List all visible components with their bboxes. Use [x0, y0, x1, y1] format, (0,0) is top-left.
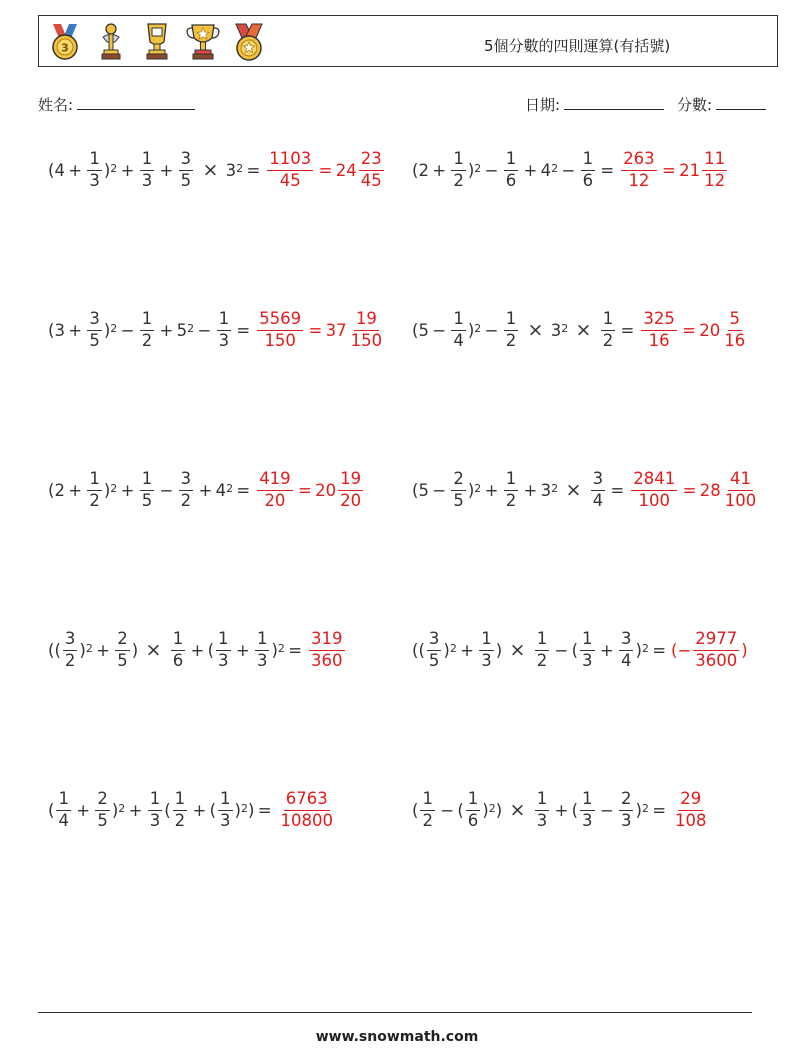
svg-text:3: 3	[61, 41, 69, 55]
fraction: $\frac{263}{12}$	[623, 149, 655, 190]
fraction: $\frac{2}{3}$	[620, 789, 632, 830]
problem-answer: $\frac{263}{12}$ = 21 $\frac{11}{12}$	[623, 149, 726, 190]
fraction: $\frac{41}{100}$	[724, 469, 757, 510]
fraction: $\frac{1}{6}$	[172, 629, 184, 670]
problem-expression: (2 + $\frac{1}{2}$ ) $^2$ − $\frac{1}{6}$ + 4 $^2$ − $\frac{1}{6}$ =	[412, 149, 615, 190]
fraction: $\frac{1}{3}$	[141, 149, 153, 190]
fraction: $\frac{1}{6}$	[582, 149, 594, 190]
fraction: $\frac{1}{3}$	[218, 629, 229, 670]
fraction: $\frac{1}{3}$	[149, 789, 161, 830]
fraction: $\frac{1}{3}$	[582, 629, 593, 670]
problem-answer	[307, 630, 347, 670]
fraction: $\frac{1}{2}$	[505, 309, 517, 350]
fraction: $\frac{19}{20}$	[340, 469, 362, 510]
fraction: $\frac{11}{12}$	[704, 149, 726, 190]
trophy-icon	[90, 20, 132, 64]
fraction: $\frac{6763}{10800}$	[280, 789, 334, 830]
fraction: $\frac{1}{3}$	[256, 629, 268, 670]
problem-answer: $\frac{419}{20}$ = 20 $\frac{19}{20}$	[259, 469, 362, 510]
problem-3	[48, 302, 386, 358]
fraction: $\frac{5}{16}$	[724, 309, 746, 350]
problem-expression: (4 + $\frac{1}{3}$ ) $^2$ + $\frac{1}{3}$ + $\frac{3}{5}$ × 3 $^2$ =	[48, 149, 261, 190]
score-blank[interactable]	[716, 95, 766, 110]
fraction: $\frac{29}{108}$	[675, 789, 707, 830]
problem-expression: ( $\frac{1}{4}$ + $\frac{2}{5}$ ) $^2$ + $\frac{1}{3}$ ( $\frac{1}{2}$ + ( $\frac{1}{3}$ ) $^2$ ) =	[48, 789, 272, 830]
icon-row	[44, 20, 270, 64]
fraction: $\frac{1}{5}$	[141, 469, 153, 510]
fraction: $\frac{3}{4}$	[592, 469, 604, 510]
fraction: $\frac{2}{5}$	[117, 629, 128, 670]
fraction: $\frac{1103}{45}$	[269, 149, 312, 190]
page-title: 5個分數的四則運算(有括號)	[484, 37, 671, 55]
fraction: $\frac{319}{360}$	[311, 629, 343, 670]
problem-expression: (3 + $\frac{3}{5}$ ) $^2$ − $\frac{1}{2}$ + 5 $^2$ − $\frac{1}{3}$ =	[48, 309, 251, 350]
date-label: 日期:	[525, 96, 561, 114]
fraction: $\frac{1}{2}$	[505, 469, 517, 510]
fraction: $\frac{1}{6}$	[505, 149, 517, 190]
medal-3-icon	[44, 20, 86, 64]
problem-10	[412, 782, 711, 838]
fraction: $\frac{23}{45}$	[360, 149, 382, 190]
star-trophy-icon	[182, 20, 224, 64]
problem-6	[412, 462, 760, 518]
problem-answer	[277, 790, 338, 830]
fraction: $\frac{3}{5}$	[428, 629, 440, 670]
footer-url: www.snowmath.com	[315, 1029, 479, 1045]
problem-9	[48, 782, 337, 838]
fraction: $\frac{1}{2}$	[141, 309, 153, 350]
problem-answer: $\frac{1103}{45}$ = 24 $\frac{23}{45}$	[269, 149, 382, 190]
date-blank[interactable]	[564, 95, 664, 110]
problem-expression: (5 − $\frac{1}{4}$ ) $^2$ − $\frac{1}{2}$ × 3 $^2$ × $\frac{1}{2}$ =	[412, 309, 635, 350]
name-label: 姓名:	[38, 96, 74, 114]
fraction: $\frac{419}{20}$	[259, 469, 291, 510]
problem-expression: (2 + $\frac{1}{2}$ ) $^2$ + $\frac{1}{5}$ − $\frac{3}{2}$ + 4 $^2$ =	[48, 469, 251, 510]
fraction: $\frac{1}{4}$	[58, 789, 69, 830]
fraction: $\frac{2841}{100}$	[633, 469, 676, 510]
problem-2	[412, 142, 729, 198]
problem-7	[48, 622, 347, 678]
problem-expression: (( $\frac{3}{5}$ ) $^2$ + $\frac{1}{3}$ ) × $\frac{1}{2}$ − ( $\frac{1}{3}$ + $\frac{3}{4}$ ) $^2$ =	[412, 629, 667, 670]
fraction: $\frac{1}{3}$	[218, 309, 230, 350]
fraction: $\frac{1}{4}$	[453, 309, 464, 350]
fraction: $\frac{325}{16}$	[643, 309, 675, 350]
problem-answer	[671, 790, 711, 830]
fraction: $\frac{1}{6}$	[467, 789, 479, 830]
fraction: $\frac{1}{3}$	[89, 149, 100, 190]
problem-expression: (5 − $\frac{2}{5}$ ) $^2$ + $\frac{1}{2}$ + 3 $^2$ × $\frac{3}{4}$ =	[412, 469, 625, 510]
fraction: $\frac{1}{2}$	[536, 629, 548, 670]
name-blank[interactable]	[77, 95, 195, 110]
problem-4	[412, 302, 749, 358]
problem-8	[412, 622, 748, 678]
name-field	[38, 94, 195, 115]
fraction: $\frac{1}{3}$	[582, 789, 593, 830]
problem-5	[48, 462, 365, 518]
footer-divider	[38, 1012, 752, 1013]
header-box	[38, 15, 778, 67]
problem-answer: $\frac{325}{16}$ = 20 $\frac{5}{16}$	[643, 309, 746, 350]
fraction: $\frac{1}{2}$	[453, 149, 464, 190]
fraction: $\frac{1}{2}$	[174, 789, 186, 830]
problem-answer: $\frac{5569}{150}$ = 37 $\frac{19}{150}$	[259, 309, 383, 350]
fraction: $\frac{1}{3}$	[536, 789, 548, 830]
fraction: $\frac{3}{2}$	[64, 629, 76, 670]
fraction: $\frac{2}{5}$	[97, 789, 108, 830]
fraction: $\frac{2977}{3600}$	[695, 629, 738, 670]
star-medal-icon	[228, 20, 270, 64]
fraction: $\frac{3}{5}$	[180, 149, 192, 190]
fraction: $\frac{3}{2}$	[180, 469, 192, 510]
fraction: $\frac{2}{5}$	[453, 469, 464, 510]
fraction: $\frac{1}{3}$	[220, 789, 231, 830]
fraction: $\frac{3}{5}$	[89, 309, 100, 350]
problem-expression: ( $\frac{1}{2}$ − ( $\frac{1}{6}$ ) $^2$ ) × $\frac{1}{3}$ + ( $\frac{1}{3}$ − $\frac{2}{3}$ ) $^2$ =	[412, 789, 667, 830]
fraction: $\frac{1}{3}$	[481, 629, 492, 670]
score-field	[677, 94, 766, 115]
fraction: $\frac{5569}{150}$	[259, 309, 302, 350]
problem-1	[48, 142, 386, 198]
fraction: $\frac{3}{4}$	[620, 629, 632, 670]
problem-expression: (( $\frac{3}{2}$ ) $^2$ + $\frac{2}{5}$ ) × $\frac{1}{6}$ + ( $\frac{1}{3}$ + $\frac{1}{3}$ ) $^2$ =	[48, 629, 303, 670]
problem-answer: $\frac{2841}{100}$ = 28 $\frac{41}{100}$	[633, 469, 757, 510]
fraction: $\frac{1}{2}$	[89, 469, 100, 510]
score-label: 分數:	[677, 96, 713, 114]
fraction: $\frac{1}{2}$	[602, 309, 614, 350]
problem-answer: (− $\frac{2977}{3600}$ )	[671, 629, 748, 670]
fraction: $\frac{1}{2}$	[422, 789, 433, 830]
cup-icon	[136, 20, 178, 64]
date-field	[525, 94, 664, 115]
fraction: $\frac{19}{150}$	[350, 309, 383, 350]
